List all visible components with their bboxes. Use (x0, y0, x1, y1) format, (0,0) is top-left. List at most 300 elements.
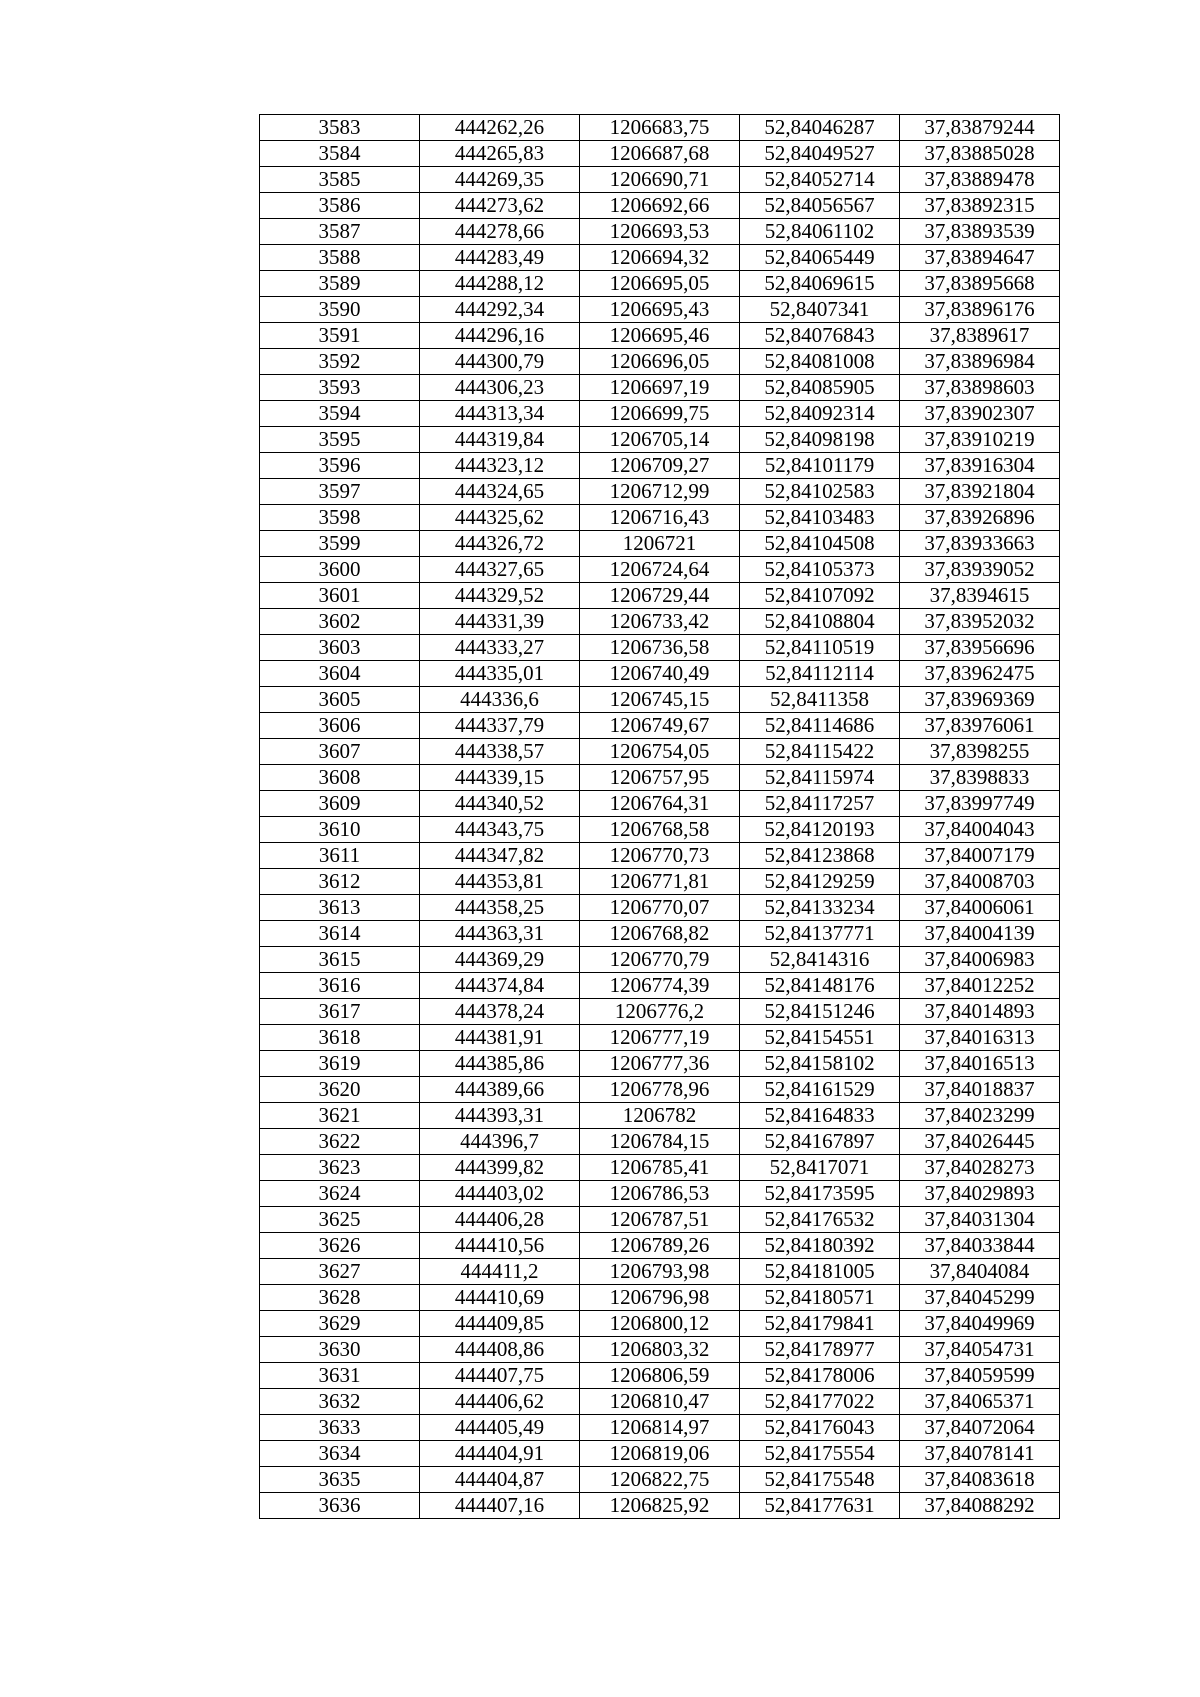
point-number-cell: 3624 (260, 1181, 420, 1207)
longitude-cell: 37,84006983 (900, 947, 1060, 973)
latitude-cell: 52,84052714 (740, 167, 900, 193)
x-coordinate-cell: 444269,35 (420, 167, 580, 193)
latitude-cell: 52,84181005 (740, 1259, 900, 1285)
x-coordinate-cell: 444358,25 (420, 895, 580, 921)
y-coordinate-cell: 1206774,39 (580, 973, 740, 999)
point-number-cell: 3633 (260, 1415, 420, 1441)
latitude-cell: 52,84154551 (740, 1025, 900, 1051)
point-number-cell: 3590 (260, 297, 420, 323)
latitude-cell: 52,84061102 (740, 219, 900, 245)
table-row (260, 1025, 1060, 1051)
point-number-cell: 3594 (260, 401, 420, 427)
x-coordinate-cell: 444343,75 (420, 817, 580, 843)
x-coordinate-cell: 444353,81 (420, 869, 580, 895)
table-row (260, 141, 1060, 167)
y-coordinate-cell: 1206793,98 (580, 1259, 740, 1285)
x-coordinate-cell: 444406,62 (420, 1389, 580, 1415)
latitude-cell: 52,84151246 (740, 999, 900, 1025)
latitude-cell: 52,84115422 (740, 739, 900, 765)
x-coordinate-cell: 444329,52 (420, 583, 580, 609)
longitude-cell: 37,83997749 (900, 791, 1060, 817)
x-coordinate-cell: 444407,16 (420, 1493, 580, 1519)
latitude-cell: 52,84177631 (740, 1493, 900, 1519)
point-number-cell: 3613 (260, 895, 420, 921)
table-row (260, 427, 1060, 453)
latitude-cell: 52,84178006 (740, 1363, 900, 1389)
point-number-cell: 3585 (260, 167, 420, 193)
coordinate-table-body (260, 115, 1060, 1519)
point-number-cell: 3635 (260, 1467, 420, 1493)
latitude-cell: 52,84180571 (740, 1285, 900, 1311)
point-number-cell: 3596 (260, 453, 420, 479)
x-coordinate-cell: 444300,79 (420, 349, 580, 375)
longitude-cell: 37,83895668 (900, 271, 1060, 297)
y-coordinate-cell: 1206716,43 (580, 505, 740, 531)
latitude-cell: 52,84101179 (740, 453, 900, 479)
x-coordinate-cell: 444411,2 (420, 1259, 580, 1285)
y-coordinate-cell: 1206778,96 (580, 1077, 740, 1103)
x-coordinate-cell: 444399,82 (420, 1155, 580, 1181)
longitude-cell: 37,83896176 (900, 297, 1060, 323)
latitude-cell: 52,84123868 (740, 843, 900, 869)
latitude-cell: 52,84137771 (740, 921, 900, 947)
latitude-cell: 52,84114686 (740, 713, 900, 739)
x-coordinate-cell: 444410,69 (420, 1285, 580, 1311)
x-coordinate-cell: 444406,28 (420, 1207, 580, 1233)
x-coordinate-cell: 444265,83 (420, 141, 580, 167)
table-row (260, 869, 1060, 895)
latitude-cell: 52,84081008 (740, 349, 900, 375)
longitude-cell: 37,83889478 (900, 167, 1060, 193)
x-coordinate-cell: 444338,57 (420, 739, 580, 765)
latitude-cell: 52,84112114 (740, 661, 900, 687)
longitude-cell: 37,84031304 (900, 1207, 1060, 1233)
latitude-cell: 52,84175554 (740, 1441, 900, 1467)
y-coordinate-cell: 1206768,58 (580, 817, 740, 843)
table-row (260, 349, 1060, 375)
point-number-cell: 3626 (260, 1233, 420, 1259)
latitude-cell: 52,84176532 (740, 1207, 900, 1233)
table-row (260, 1363, 1060, 1389)
table-row (260, 583, 1060, 609)
point-number-cell: 3607 (260, 739, 420, 765)
latitude-cell: 52,84117257 (740, 791, 900, 817)
x-coordinate-cell: 444327,65 (420, 557, 580, 583)
point-number-cell: 3593 (260, 375, 420, 401)
x-coordinate-cell: 444292,34 (420, 297, 580, 323)
x-coordinate-cell: 444393,31 (420, 1103, 580, 1129)
y-coordinate-cell: 1206736,58 (580, 635, 740, 661)
table-row (260, 193, 1060, 219)
table-row (260, 947, 1060, 973)
x-coordinate-cell: 444306,23 (420, 375, 580, 401)
latitude-cell: 52,84167897 (740, 1129, 900, 1155)
point-number-cell: 3602 (260, 609, 420, 635)
coordinate-table (259, 114, 1060, 1519)
y-coordinate-cell: 1206789,26 (580, 1233, 740, 1259)
longitude-cell: 37,83893539 (900, 219, 1060, 245)
table-row (260, 1467, 1060, 1493)
x-coordinate-cell: 444331,39 (420, 609, 580, 635)
y-coordinate-cell: 1206784,15 (580, 1129, 740, 1155)
x-coordinate-cell: 444347,82 (420, 843, 580, 869)
table-row (260, 297, 1060, 323)
latitude-cell: 52,8414316 (740, 947, 900, 973)
y-coordinate-cell: 1206695,05 (580, 271, 740, 297)
longitude-cell: 37,8398833 (900, 765, 1060, 791)
latitude-cell: 52,8407341 (740, 297, 900, 323)
table-row (260, 531, 1060, 557)
point-number-cell: 3605 (260, 687, 420, 713)
table-row (260, 1233, 1060, 1259)
x-coordinate-cell: 444396,7 (420, 1129, 580, 1155)
table-row (260, 1337, 1060, 1363)
table-row (260, 1285, 1060, 1311)
longitude-cell: 37,83896984 (900, 349, 1060, 375)
point-number-cell: 3583 (260, 115, 420, 141)
x-coordinate-cell: 444409,85 (420, 1311, 580, 1337)
table-row (260, 401, 1060, 427)
y-coordinate-cell: 1206782 (580, 1103, 740, 1129)
point-number-cell: 3631 (260, 1363, 420, 1389)
x-coordinate-cell: 444403,02 (420, 1181, 580, 1207)
table-row (260, 791, 1060, 817)
y-coordinate-cell: 1206770,79 (580, 947, 740, 973)
y-coordinate-cell: 1206696,05 (580, 349, 740, 375)
latitude-cell: 52,84092314 (740, 401, 900, 427)
x-coordinate-cell: 444324,65 (420, 479, 580, 505)
point-number-cell: 3606 (260, 713, 420, 739)
table-row (260, 323, 1060, 349)
longitude-cell: 37,8404084 (900, 1259, 1060, 1285)
point-number-cell: 3591 (260, 323, 420, 349)
y-coordinate-cell: 1206754,05 (580, 739, 740, 765)
point-number-cell: 3598 (260, 505, 420, 531)
point-number-cell: 3630 (260, 1337, 420, 1363)
latitude-cell: 52,84056567 (740, 193, 900, 219)
longitude-cell: 37,84007179 (900, 843, 1060, 869)
latitude-cell: 52,84177022 (740, 1389, 900, 1415)
table-row (260, 115, 1060, 141)
latitude-cell: 52,84179841 (740, 1311, 900, 1337)
longitude-cell: 37,83910219 (900, 427, 1060, 453)
y-coordinate-cell: 1206764,31 (580, 791, 740, 817)
latitude-cell: 52,84148176 (740, 973, 900, 999)
point-number-cell: 3603 (260, 635, 420, 661)
latitude-cell: 52,84164833 (740, 1103, 900, 1129)
x-coordinate-cell: 444326,72 (420, 531, 580, 557)
table-row (260, 765, 1060, 791)
point-number-cell: 3614 (260, 921, 420, 947)
table-row (260, 843, 1060, 869)
longitude-cell: 37,83916304 (900, 453, 1060, 479)
y-coordinate-cell: 1206724,64 (580, 557, 740, 583)
table-row (260, 1181, 1060, 1207)
y-coordinate-cell: 1206825,92 (580, 1493, 740, 1519)
table-row (260, 557, 1060, 583)
table-row (260, 245, 1060, 271)
latitude-cell: 52,84098198 (740, 427, 900, 453)
table-row (260, 1415, 1060, 1441)
x-coordinate-cell: 444335,01 (420, 661, 580, 687)
y-coordinate-cell: 1206757,95 (580, 765, 740, 791)
latitude-cell: 52,84161529 (740, 1077, 900, 1103)
longitude-cell: 37,8398255 (900, 739, 1060, 765)
longitude-cell: 37,8389617 (900, 323, 1060, 349)
longitude-cell: 37,84023299 (900, 1103, 1060, 1129)
table-row (260, 1207, 1060, 1233)
latitude-cell: 52,84085905 (740, 375, 900, 401)
point-number-cell: 3617 (260, 999, 420, 1025)
table-row (260, 609, 1060, 635)
longitude-cell: 37,83969369 (900, 687, 1060, 713)
x-coordinate-cell: 444369,29 (420, 947, 580, 973)
latitude-cell: 52,84046287 (740, 115, 900, 141)
table-row (260, 1389, 1060, 1415)
y-coordinate-cell: 1206721 (580, 531, 740, 557)
point-number-cell: 3595 (260, 427, 420, 453)
longitude-cell: 37,83926896 (900, 505, 1060, 531)
x-coordinate-cell: 444313,34 (420, 401, 580, 427)
table-row (260, 687, 1060, 713)
table-row (260, 635, 1060, 661)
table-row (260, 999, 1060, 1025)
point-number-cell: 3600 (260, 557, 420, 583)
point-number-cell: 3629 (260, 1311, 420, 1337)
x-coordinate-cell: 444374,84 (420, 973, 580, 999)
longitude-cell: 37,8394615 (900, 583, 1060, 609)
table-row (260, 1129, 1060, 1155)
latitude-cell: 52,84120193 (740, 817, 900, 843)
table-row (260, 219, 1060, 245)
longitude-cell: 37,84033844 (900, 1233, 1060, 1259)
latitude-cell: 52,84103483 (740, 505, 900, 531)
x-coordinate-cell: 444283,49 (420, 245, 580, 271)
longitude-cell: 37,84016513 (900, 1051, 1060, 1077)
point-number-cell: 3609 (260, 791, 420, 817)
point-number-cell: 3616 (260, 973, 420, 999)
point-number-cell: 3589 (260, 271, 420, 297)
longitude-cell: 37,84012252 (900, 973, 1060, 999)
point-number-cell: 3599 (260, 531, 420, 557)
y-coordinate-cell: 1206687,68 (580, 141, 740, 167)
x-coordinate-cell: 444381,91 (420, 1025, 580, 1051)
y-coordinate-cell: 1206740,49 (580, 661, 740, 687)
longitude-cell: 37,84026445 (900, 1129, 1060, 1155)
x-coordinate-cell: 444333,27 (420, 635, 580, 661)
x-coordinate-cell: 444339,15 (420, 765, 580, 791)
point-number-cell: 3620 (260, 1077, 420, 1103)
y-coordinate-cell: 1206692,66 (580, 193, 740, 219)
point-number-cell: 3627 (260, 1259, 420, 1285)
y-coordinate-cell: 1206712,99 (580, 479, 740, 505)
longitude-cell: 37,83898603 (900, 375, 1060, 401)
y-coordinate-cell: 1206729,44 (580, 583, 740, 609)
point-number-cell: 3621 (260, 1103, 420, 1129)
x-coordinate-cell: 444407,75 (420, 1363, 580, 1389)
latitude-cell: 52,84173595 (740, 1181, 900, 1207)
table-row (260, 921, 1060, 947)
point-number-cell: 3588 (260, 245, 420, 271)
y-coordinate-cell: 1206749,67 (580, 713, 740, 739)
x-coordinate-cell: 444278,66 (420, 219, 580, 245)
latitude-cell: 52,84049527 (740, 141, 900, 167)
latitude-cell: 52,84176043 (740, 1415, 900, 1441)
longitude-cell: 37,84065371 (900, 1389, 1060, 1415)
y-coordinate-cell: 1206787,51 (580, 1207, 740, 1233)
y-coordinate-cell: 1206695,43 (580, 297, 740, 323)
table-row (260, 167, 1060, 193)
y-coordinate-cell: 1206777,19 (580, 1025, 740, 1051)
table-row (260, 1493, 1060, 1519)
point-number-cell: 3615 (260, 947, 420, 973)
x-coordinate-cell: 444385,86 (420, 1051, 580, 1077)
table-row (260, 661, 1060, 687)
x-coordinate-cell: 444404,91 (420, 1441, 580, 1467)
y-coordinate-cell: 1206770,73 (580, 843, 740, 869)
latitude-cell: 52,84129259 (740, 869, 900, 895)
latitude-cell: 52,8411358 (740, 687, 900, 713)
table-row (260, 739, 1060, 765)
x-coordinate-cell: 444323,12 (420, 453, 580, 479)
latitude-cell: 52,84115974 (740, 765, 900, 791)
table-row (260, 1051, 1060, 1077)
x-coordinate-cell: 444389,66 (420, 1077, 580, 1103)
latitude-cell: 52,84133234 (740, 895, 900, 921)
longitude-cell: 37,83976061 (900, 713, 1060, 739)
longitude-cell: 37,84008703 (900, 869, 1060, 895)
latitude-cell: 52,84069615 (740, 271, 900, 297)
x-coordinate-cell: 444273,62 (420, 193, 580, 219)
y-coordinate-cell: 1206694,32 (580, 245, 740, 271)
longitude-cell: 37,83933663 (900, 531, 1060, 557)
latitude-cell: 52,84104508 (740, 531, 900, 557)
latitude-cell: 52,84076843 (740, 323, 900, 349)
longitude-cell: 37,84006061 (900, 895, 1060, 921)
longitude-cell: 37,84016313 (900, 1025, 1060, 1051)
x-coordinate-cell: 444405,49 (420, 1415, 580, 1441)
point-number-cell: 3592 (260, 349, 420, 375)
y-coordinate-cell: 1206803,32 (580, 1337, 740, 1363)
y-coordinate-cell: 1206822,75 (580, 1467, 740, 1493)
point-number-cell: 3618 (260, 1025, 420, 1051)
latitude-cell: 52,84105373 (740, 557, 900, 583)
y-coordinate-cell: 1206771,81 (580, 869, 740, 895)
point-number-cell: 3632 (260, 1389, 420, 1415)
point-number-cell: 3628 (260, 1285, 420, 1311)
x-coordinate-cell: 444336,6 (420, 687, 580, 713)
table-row (260, 1311, 1060, 1337)
y-coordinate-cell: 1206785,41 (580, 1155, 740, 1181)
longitude-cell: 37,83885028 (900, 141, 1060, 167)
table-row (260, 505, 1060, 531)
latitude-cell: 52,84065449 (740, 245, 900, 271)
y-coordinate-cell: 1206695,46 (580, 323, 740, 349)
table-row (260, 1155, 1060, 1181)
x-coordinate-cell: 444340,52 (420, 791, 580, 817)
longitude-cell: 37,83952032 (900, 609, 1060, 635)
y-coordinate-cell: 1206683,75 (580, 115, 740, 141)
point-number-cell: 3623 (260, 1155, 420, 1181)
y-coordinate-cell: 1206786,53 (580, 1181, 740, 1207)
y-coordinate-cell: 1206777,36 (580, 1051, 740, 1077)
x-coordinate-cell: 444337,79 (420, 713, 580, 739)
point-number-cell: 3634 (260, 1441, 420, 1467)
latitude-cell: 52,8417071 (740, 1155, 900, 1181)
x-coordinate-cell: 444288,12 (420, 271, 580, 297)
longitude-cell: 37,84014893 (900, 999, 1060, 1025)
point-number-cell: 3604 (260, 661, 420, 687)
y-coordinate-cell: 1206819,06 (580, 1441, 740, 1467)
longitude-cell: 37,84028273 (900, 1155, 1060, 1181)
point-number-cell: 3622 (260, 1129, 420, 1155)
longitude-cell: 37,84072064 (900, 1415, 1060, 1441)
latitude-cell: 52,84102583 (740, 479, 900, 505)
latitude-cell: 52,84178977 (740, 1337, 900, 1363)
table-row (260, 895, 1060, 921)
y-coordinate-cell: 1206709,27 (580, 453, 740, 479)
y-coordinate-cell: 1206806,59 (580, 1363, 740, 1389)
table-row (260, 1259, 1060, 1285)
y-coordinate-cell: 1206699,75 (580, 401, 740, 427)
y-coordinate-cell: 1206745,15 (580, 687, 740, 713)
y-coordinate-cell: 1206776,2 (580, 999, 740, 1025)
y-coordinate-cell: 1206693,53 (580, 219, 740, 245)
point-number-cell: 3611 (260, 843, 420, 869)
point-number-cell: 3608 (260, 765, 420, 791)
y-coordinate-cell: 1206814,97 (580, 1415, 740, 1441)
y-coordinate-cell: 1206690,71 (580, 167, 740, 193)
point-number-cell: 3601 (260, 583, 420, 609)
latitude-cell: 52,84158102 (740, 1051, 900, 1077)
latitude-cell: 52,84108804 (740, 609, 900, 635)
table-row (260, 271, 1060, 297)
longitude-cell: 37,84054731 (900, 1337, 1060, 1363)
y-coordinate-cell: 1206800,12 (580, 1311, 740, 1337)
longitude-cell: 37,84059599 (900, 1363, 1060, 1389)
y-coordinate-cell: 1206770,07 (580, 895, 740, 921)
longitude-cell: 37,83902307 (900, 401, 1060, 427)
latitude-cell: 52,84110519 (740, 635, 900, 661)
point-number-cell: 3610 (260, 817, 420, 843)
x-coordinate-cell: 444404,87 (420, 1467, 580, 1493)
longitude-cell: 37,83892315 (900, 193, 1060, 219)
table-row (260, 375, 1060, 401)
longitude-cell: 37,84029893 (900, 1181, 1060, 1207)
x-coordinate-cell: 444319,84 (420, 427, 580, 453)
table-row (260, 453, 1060, 479)
y-coordinate-cell: 1206733,42 (580, 609, 740, 635)
table-row (260, 1103, 1060, 1129)
point-number-cell: 3587 (260, 219, 420, 245)
longitude-cell: 37,84088292 (900, 1493, 1060, 1519)
y-coordinate-cell: 1206796,98 (580, 1285, 740, 1311)
longitude-cell: 37,84083618 (900, 1467, 1060, 1493)
x-coordinate-cell: 444325,62 (420, 505, 580, 531)
longitude-cell: 37,84078141 (900, 1441, 1060, 1467)
table-row (260, 817, 1060, 843)
latitude-cell: 52,84180392 (740, 1233, 900, 1259)
longitude-cell: 37,84018837 (900, 1077, 1060, 1103)
table-row (260, 1441, 1060, 1467)
point-number-cell: 3586 (260, 193, 420, 219)
latitude-cell: 52,84107092 (740, 583, 900, 609)
table-row (260, 1077, 1060, 1103)
longitude-cell: 37,83962475 (900, 661, 1060, 687)
x-coordinate-cell: 444378,24 (420, 999, 580, 1025)
y-coordinate-cell: 1206697,19 (580, 375, 740, 401)
longitude-cell: 37,84045299 (900, 1285, 1060, 1311)
